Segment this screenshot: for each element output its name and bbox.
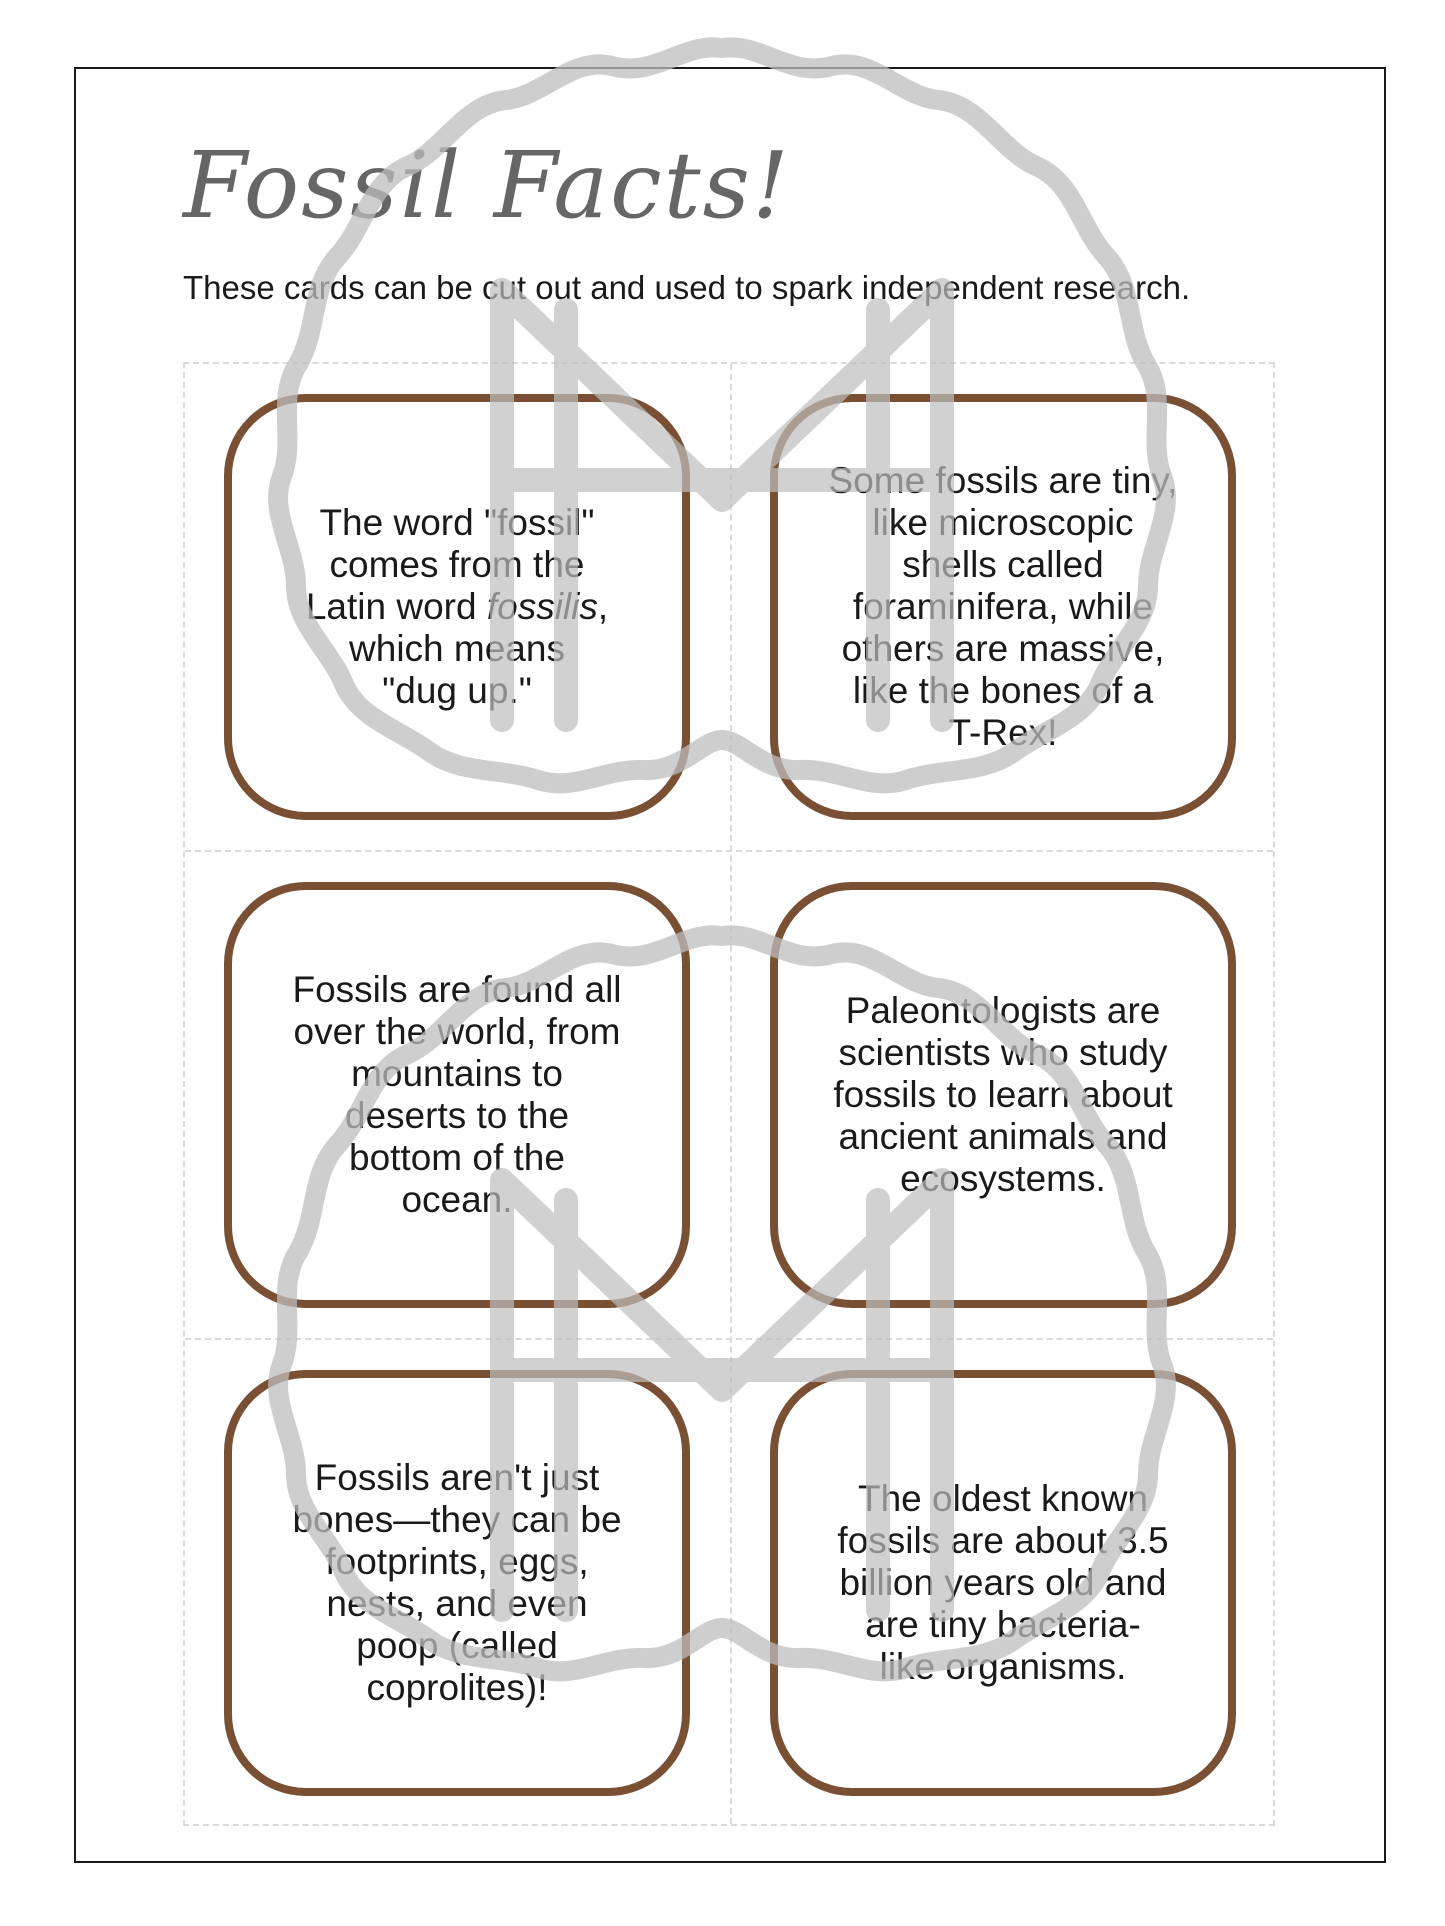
fact-card-4 [770, 882, 1236, 1308]
fact-card-text: The word "fossil" comes from the Latin word fossilis, which means "dug up." [305, 502, 609, 711]
page-subtitle: These cards can be cut out and used to spark independent research. [183, 269, 1191, 306]
latin-word-emphasis: fossilis [486, 586, 598, 627]
page-title: Fossil Facts! [183, 132, 791, 239]
fact-card-text: The oldest known fossils are about 3.5 billion years old and are tiny bacteria- like organisms. [837, 1478, 1169, 1687]
cut-line-vertical [730, 364, 732, 1824]
fact-card-text: Some fossils are tiny, like microscopic shells called foraminifera, while others are massive, like the bones of a T-Rex! [828, 460, 1178, 753]
fact-card-text: Fossils are found all over the world, from mountains to deserts to the bottom of the ocean. [292, 969, 622, 1220]
fact-card-6 [770, 1370, 1236, 1796]
fact-card-1 [224, 394, 690, 820]
fact-card-3 [224, 882, 690, 1308]
fact-card-text: Paleontologists are scientists who study fossils to learn about ancient animals and ecosystems. [833, 990, 1173, 1199]
cut-line-horizontal-1 [185, 850, 1273, 852]
fact-card-5 [224, 1370, 690, 1796]
cut-line-horizontal-2 [185, 1338, 1273, 1340]
fact-card-2 [770, 394, 1236, 820]
fact-card-text: Fossils aren't just bones—they can be footprints, eggs, nests, and even poop (called coprolites)! [292, 1457, 622, 1708]
